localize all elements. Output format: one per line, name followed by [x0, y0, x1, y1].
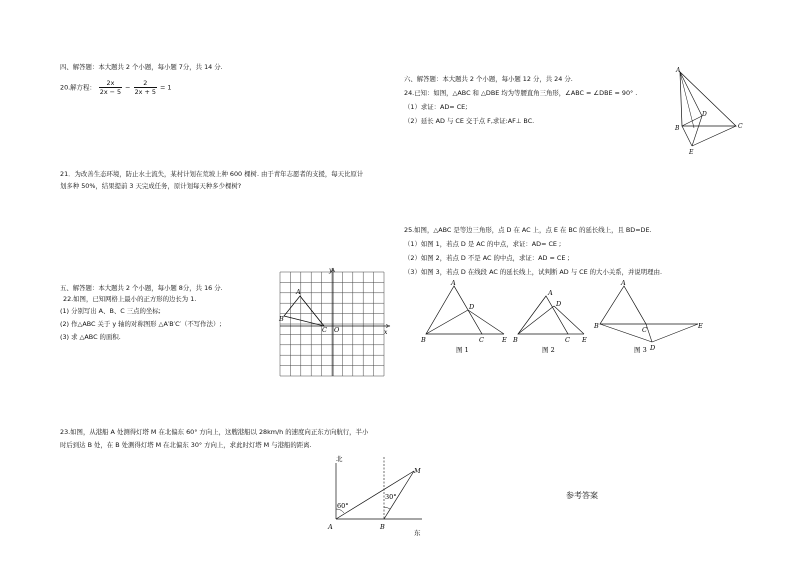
question-25-part-1: （1）如图 1，若点 D 是 AC 的中点，求证：AD= CE ;: [404, 240, 562, 248]
grid-point-a-label: A: [296, 288, 301, 296]
point-a-label: A: [328, 523, 333, 531]
triangle-abc: [284, 296, 324, 326]
grid-point-c-label: C: [322, 326, 327, 334]
figure-3-caption: 图 3: [634, 346, 647, 354]
q25-figure-2: [510, 276, 594, 358]
east-label: 东: [414, 529, 421, 537]
y-axis-label: y: [329, 267, 333, 274]
grid-point-b-label: B: [279, 315, 284, 323]
f1-label-c: C: [479, 336, 484, 344]
lighthouse-m-label: M: [414, 467, 421, 475]
q22-grid-figure: [276, 268, 392, 380]
question-23-line-2: 时后到达 B 处，在 B 处测得灯塔 M 在北偏东 30° 方向上，求此时灯塔 M 与港船的距离.: [60, 441, 312, 449]
f2-label-b: B: [513, 336, 518, 344]
q25-figure-3: [594, 276, 714, 358]
q20-fraction-1: $\frac{2x}{2x - 5}$: [99, 79, 122, 96]
question-21-line-1: 21．为改善生态环境，防止水土流失，某村计划在荒坡上种 600 棵树. 由于青年志愿者的支援，每天比原计: [60, 170, 364, 178]
point-b-label: B: [380, 523, 385, 531]
question-22-part-3: (3) 求 △ABC 的面积.: [60, 333, 121, 341]
question-24-part-1: （1）求证：AD= CE;: [404, 103, 468, 111]
question-22-part-2: (2) 作△ABC 关于 y 轴的对称图形 △A′B′C′（不写作法）;: [60, 320, 222, 328]
angle-30-label: 30°: [385, 493, 397, 501]
question-25-part-3: （3）如图 3，若点 D 在线段 AC 的延长线上，试判断 AD 与 CE 的大小关系，并说明理由.: [404, 268, 662, 276]
f2-label-c: C: [565, 336, 570, 344]
section-6-header: 六、解答题：本大题共 2 个小题，每小题 12 分，共 24 分.: [404, 75, 573, 83]
question-21-line-2: 划多种 50%，结果提前 3 天完成任务，原计划每天种多少棵树?: [60, 182, 242, 190]
q20-label: 20.解方程：: [60, 83, 96, 92]
f2-label-e: E: [582, 336, 587, 344]
f1-label-a: A: [451, 279, 456, 287]
question-24-intro: 24.已知：如图，△ABC 和 △DBE 均为等腰直角三角形，∠ABC = ∠DBE = 90° .: [404, 89, 638, 97]
question-25-part-2: （2）如图 2，若点 D 不是 AC 的中点，求证：AD = CE ;: [404, 254, 570, 262]
f1-label-e: E: [502, 336, 507, 344]
origin-label: O: [334, 326, 340, 334]
section-4-header: 四、解答题：本大题共 2 个小题，每小题 7分，共 14 分.: [60, 63, 223, 71]
f1-label-d: D: [469, 303, 475, 311]
question-24-part-2: （2）延长 AD 与 CE 交于点 F,求证:AF⊥ BC.: [404, 117, 535, 125]
north-label: 北: [336, 455, 343, 463]
q24-point-a: A: [676, 67, 681, 74]
q25-figure-1: [418, 276, 510, 358]
figure-2-caption: 图 2: [542, 346, 555, 354]
q24-point-e: E: [689, 149, 694, 156]
f3-label-e: E: [698, 322, 703, 330]
q24-point-d: D: [702, 111, 707, 118]
question-23-line-1: 23.如图，从港船 A 处测得灯塔 M 在北偏东 60° 方向上，这艘港船以 28km/h 的速度向正东方向航行，半小: [60, 428, 369, 436]
angle-60-label: 60°: [337, 502, 349, 510]
f3-label-b: B: [594, 322, 599, 330]
q24-point-b: B: [675, 125, 680, 132]
f3-label-c: C: [642, 326, 647, 334]
q20-fraction-2: $\frac{2}{2x + 5}$: [134, 79, 156, 96]
f3-label-a: A: [621, 279, 626, 287]
f1-label-b: B: [421, 336, 426, 344]
question-25-intro: 25.如图，△ABC 是等边三角形，点 D 在 AC 上，点 E 在 BC 的延长线上，且 BD=DE.: [404, 226, 652, 234]
q23-bearing-figure: [322, 453, 434, 541]
question-22-part-1: (1) 分别写出 A、B、C 三点的坐标;: [60, 307, 161, 315]
question-20: 20.解方程： $\frac{2x}{2x - 5}$ − $\frac{2}{2x + 5}$ = 1: [60, 79, 172, 96]
question-22-intro: 22.如图，已知网格上最小的正方形的边长为 1.: [63, 295, 197, 303]
f3-label-d: D: [650, 344, 656, 352]
q24-figure: [672, 66, 746, 156]
figure-1-caption: 图 1: [456, 346, 469, 354]
section-5-header: 五、解答题：本大题共 2 个小题，每小题 8分，共 16 分.: [60, 284, 223, 292]
f2-label-d: D: [556, 300, 562, 308]
answer-key-title: 参考答案: [566, 491, 598, 500]
f2-label-a: A: [548, 289, 553, 297]
x-axis-label: x: [384, 329, 388, 336]
q24-point-c: C: [738, 123, 743, 130]
